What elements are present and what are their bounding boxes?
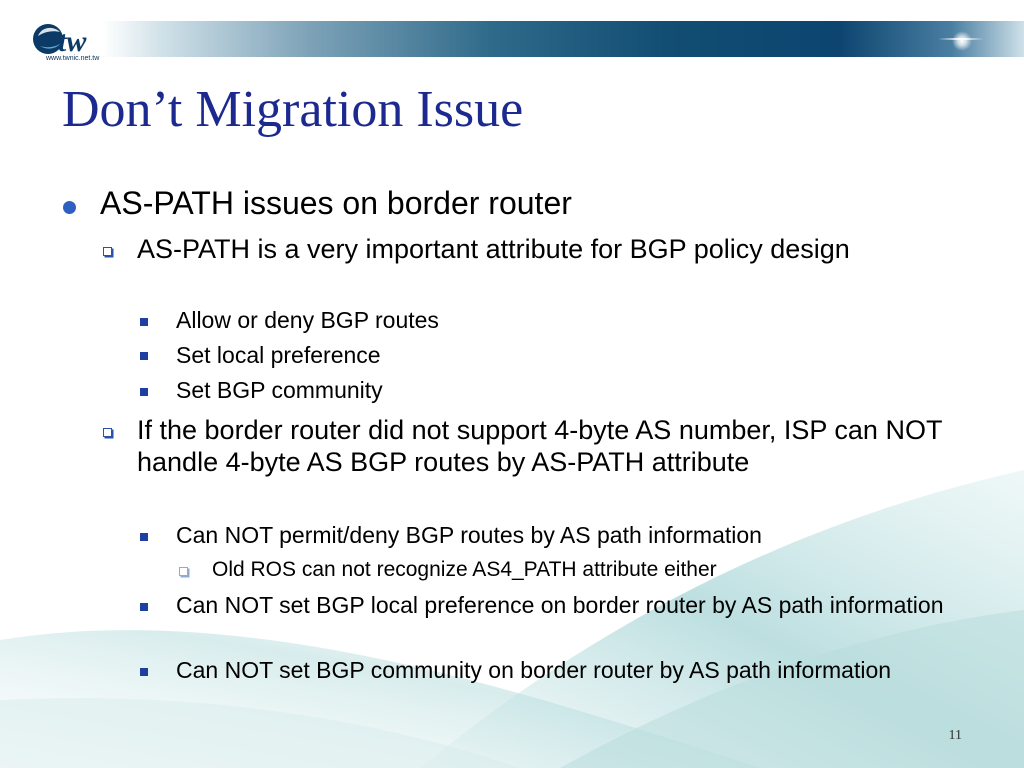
svg-text:tw: tw <box>58 25 87 58</box>
slide-title: Don’t Migration Issue <box>62 81 524 138</box>
bullet-square-icon <box>140 668 148 676</box>
bullet-level3: Can NOT set BGP community on border router by AS path information <box>176 657 892 683</box>
bullet-hollow-square-icon <box>103 428 112 437</box>
bullet-level3: Set BGP community <box>176 377 383 403</box>
bullet-square-icon <box>140 318 148 326</box>
bullet-level1: AS-PATH issues on border router <box>100 185 572 221</box>
bullet-square-icon <box>140 603 148 611</box>
logo-url-text: www.twnic.net.tw <box>46 55 100 62</box>
bullet-level2: If the border router did not support 4-byte AS number, ISP can NOT handle 4-byte AS BGP routes by AS-PATH attribute <box>137 415 942 477</box>
bullet-level3: Allow or deny BGP routes <box>176 307 439 333</box>
bullet-square-icon <box>140 533 148 541</box>
bullet-level4: Old ROS can not recognize AS4_PATH attribute either <box>212 558 717 581</box>
bullet-level3: Can NOT set BGP local preference on border router by AS path information <box>176 592 944 618</box>
bullet-square-icon <box>140 352 148 360</box>
bullet-hollow-square-icon <box>103 247 112 256</box>
page-number: 11 <box>948 728 962 743</box>
bullet-dot-icon <box>63 201 76 214</box>
bullet-level2: AS-PATH is a very important attribute for BGP policy design <box>137 234 850 264</box>
bullet-level3: Set local preference <box>176 342 381 368</box>
bullet-square-icon <box>140 388 148 396</box>
bullet-level3: Can NOT permit/deny BGP routes by AS path information <box>176 522 762 548</box>
bullet-hollow-square-icon <box>179 567 188 576</box>
